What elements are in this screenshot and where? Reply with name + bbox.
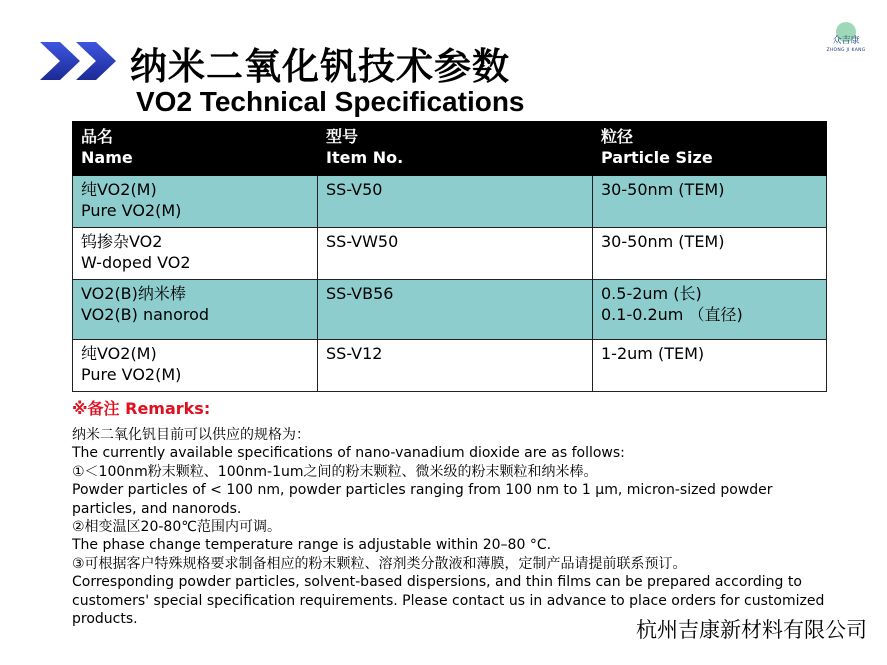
chevron-shape-right (76, 42, 116, 80)
note-line: Corresponding powder particles, solvent-based dispersions, and thin films can be prepared according to customers' special specification requirements. Please contact us in advance to place orders for customized products. (72, 574, 825, 628)
column-header-en: Particle Size (601, 148, 713, 167)
product-name-en: W-doped VO2 (81, 253, 191, 272)
product-name-en: Pure VO2(M) (81, 201, 182, 220)
chevron-shape-left (40, 42, 80, 80)
double-chevron-right-icon (38, 40, 120, 82)
note-line: The phase change temperature range is adjustable within 20–80 °C. (72, 537, 552, 554)
column-header-cn: 粒径 (601, 127, 634, 146)
remarks-notes (72, 426, 832, 628)
column-header-name (73, 122, 318, 176)
table-row (73, 176, 827, 228)
note-line: ①＜100nm粉末颗粒、100nm-1um之间的粉末颗粒、微米级的粉末颗粒和纳米棒。 (72, 463, 598, 480)
note-line: ②相变温区20-80℃范围内可调。 (72, 519, 281, 536)
column-header-particle-size (593, 122, 827, 176)
product-name-cn: 纯VO2(M) (81, 344, 157, 363)
particle-size: 1-2um (TEM) (601, 344, 705, 363)
product-name-cn: 纯VO2(M) (81, 180, 157, 199)
product-name-cn: 钨掺杂VO2 (81, 232, 163, 251)
cell-item-no (318, 280, 593, 340)
cell-item-no (318, 340, 593, 392)
particle-size-diameter: 0.1-0.2um （直径) (601, 305, 743, 324)
note-line: 纳米二氧化钒目前可以供应的规格为： (72, 427, 310, 443)
cell-particle-size (593, 176, 827, 228)
logo-text-en: ZHONG JI KANG (826, 48, 866, 53)
cell-name (73, 340, 318, 392)
table-row (73, 280, 827, 340)
cell-name (73, 280, 318, 340)
company-name: 杭州吉康新材料有限公司 (636, 618, 867, 642)
logo-text-cn: 众吉康 (832, 36, 860, 46)
item-number: SS-VW50 (326, 232, 399, 251)
cell-item-no (318, 228, 593, 280)
spec-table (72, 121, 827, 392)
particle-size: 30-50nm (TEM) (601, 180, 725, 199)
company-logo (818, 22, 874, 68)
item-number: SS-VB56 (326, 284, 394, 303)
column-header-cn: 型号 (326, 127, 359, 146)
cell-particle-size (593, 228, 827, 280)
note-line: Powder particles of < 100 nm, powder particles ranging from 100 nm to 1 μm, micron-sized powder particles, and nanorods. (72, 482, 773, 517)
product-name-en: Pure VO2(M) (81, 365, 182, 384)
product-name-en: VO2(B) nanorod (81, 305, 210, 324)
table-row (73, 228, 827, 280)
particle-size-length: 0.5-2um (长) (601, 284, 702, 303)
product-name-cn: VO2(B)纳米棒 (81, 284, 186, 303)
table-header-row (73, 122, 827, 176)
cell-name (73, 176, 318, 228)
item-number: SS-V12 (326, 344, 383, 363)
remarks-title: ※备注 Remarks: (72, 399, 211, 418)
column-header-en: Item No. (326, 148, 404, 167)
note-line: ③可根据客户特殊规格要求制备相应的粉末颗粒、溶剂类分散液和薄膜，定制产品请提前联系预订。 (72, 555, 687, 572)
column-header-cn: 品名 (81, 127, 114, 146)
cell-particle-size (593, 280, 827, 340)
column-header-en: Name (81, 148, 133, 167)
cell-particle-size (593, 340, 827, 392)
page-title-cn: 纳米二氧化钒技术参数 (130, 45, 510, 88)
cell-name (73, 228, 318, 280)
particle-size: 30-50nm (TEM) (601, 232, 725, 251)
cell-item-no (318, 176, 593, 228)
page-title-en: VO2 Technical Specifications (136, 86, 525, 117)
note-line: The currently available specifications of nano-vanadium dioxide are as follows: (72, 445, 625, 462)
table-row (73, 340, 827, 392)
column-header-item-no (318, 122, 593, 176)
item-number: SS-V50 (326, 180, 383, 199)
